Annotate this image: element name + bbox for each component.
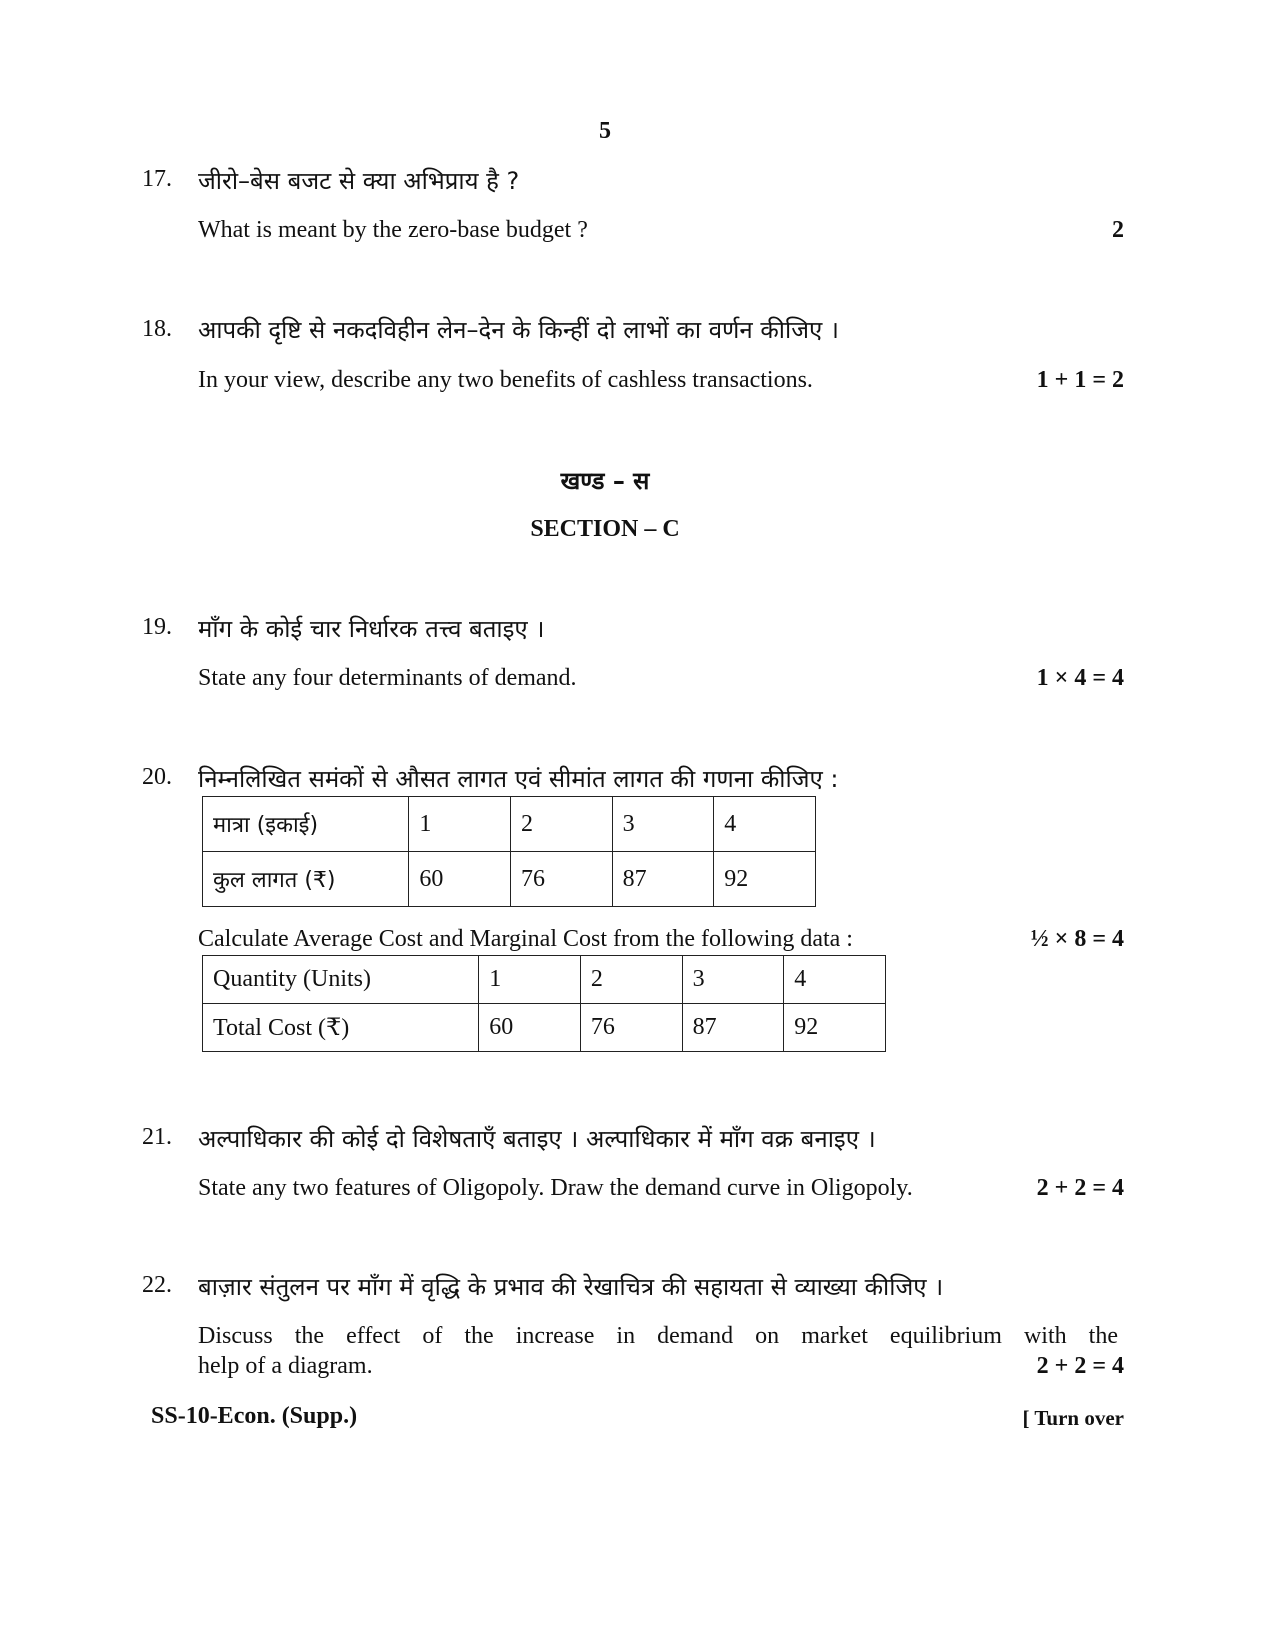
question-17-marks: 2 bbox=[1112, 217, 1124, 243]
question-20-number: 20. bbox=[142, 764, 172, 790]
question-17-english: What is meant by the zero-base budget ? bbox=[198, 217, 588, 243]
table-cell: 4 bbox=[714, 797, 816, 852]
question-22-number: 22. bbox=[142, 1272, 172, 1298]
table-cell: 92 bbox=[784, 1004, 886, 1052]
table-cell: Total Cost (₹) bbox=[203, 1004, 479, 1052]
question-21-marks: 2 + 2 = 4 bbox=[1036, 1175, 1124, 1201]
table-cell: 76 bbox=[580, 1004, 682, 1052]
table-cell: मात्रा (इकाई) bbox=[203, 797, 409, 852]
table-row bbox=[203, 1004, 886, 1052]
question-22-english-line2: help of a diagram. bbox=[198, 1353, 373, 1379]
cost-table-hindi bbox=[202, 796, 816, 907]
table-cell: 2 bbox=[510, 797, 612, 852]
turn-over-note: [ Turn over bbox=[1022, 1406, 1124, 1430]
table-cell: 4 bbox=[784, 956, 886, 1004]
question-21-english: State any two features of Oligopoly. Draw the demand curve in Oligopoly. bbox=[198, 1175, 913, 1201]
paper-code: SS-10-Econ. (Supp.) bbox=[151, 1403, 358, 1429]
section-title-hindi: खण्ड – स bbox=[560, 467, 650, 495]
table-cell: 1 bbox=[409, 797, 511, 852]
table-cell: 60 bbox=[479, 1004, 581, 1052]
question-19-hindi: माँग के कोई चार निर्धारक तत्त्व बताइए । bbox=[198, 615, 545, 643]
question-21-number: 21. bbox=[142, 1124, 172, 1150]
question-20-english: Calculate Average Cost and Marginal Cost from the following data : bbox=[198, 926, 853, 952]
question-18-marks: 1 + 1 = 2 bbox=[1036, 367, 1124, 393]
question-17-hindi: जीरो–बेस बजट से क्या अभिप्राय है ? bbox=[198, 167, 520, 195]
question-19-marks: 1 × 4 = 4 bbox=[1036, 665, 1124, 691]
question-18-english: In your view, describe any two benefits of cashless transactions. bbox=[198, 367, 813, 393]
table-cell: 3 bbox=[682, 956, 784, 1004]
table-cell: 76 bbox=[510, 852, 612, 907]
cost-table-english bbox=[202, 955, 886, 1052]
table-cell: 87 bbox=[682, 1004, 784, 1052]
question-20-marks: ½ × 8 = 4 bbox=[1030, 926, 1124, 952]
question-19-english: State any four determinants of demand. bbox=[198, 665, 577, 691]
table-cell: 1 bbox=[479, 956, 581, 1004]
table-cell: Quantity (Units) bbox=[203, 956, 479, 1004]
table-row bbox=[203, 956, 886, 1004]
question-19-number: 19. bbox=[142, 614, 172, 640]
question-17-number: 17. bbox=[142, 166, 172, 192]
page-number: 5 bbox=[599, 118, 611, 144]
question-18-number: 18. bbox=[142, 316, 172, 342]
table-cell: 60 bbox=[409, 852, 511, 907]
table-cell: 3 bbox=[612, 797, 714, 852]
question-21-hindi: अल्पाधिकार की कोई दो विशेषताएँ बताइए । अल्पाधिकार में माँग वक्र बनाइए । bbox=[198, 1125, 876, 1153]
table-cell: 87 bbox=[612, 852, 714, 907]
table-cell: 2 bbox=[580, 956, 682, 1004]
question-20-hindi: निम्नलिखित समंकों से औसत लागत एवं सीमांत लागत की गणना कीजिए : bbox=[198, 765, 839, 793]
table-cell: कुल लागत (₹) bbox=[203, 852, 409, 907]
question-18-hindi: आपकी दृष्टि से नकदविहीन लेन–देन के किन्हीं दो लाभों का वर्णन कीजिए । bbox=[198, 316, 840, 344]
table-row bbox=[203, 852, 816, 907]
section-title-english: SECTION – C bbox=[530, 516, 680, 542]
table-cell: 92 bbox=[714, 852, 816, 907]
question-22-english-line1: Discuss the effect of the increase in demand on market equilibrium with the bbox=[198, 1323, 1118, 1349]
question-22-marks: 2 + 2 = 4 bbox=[1036, 1353, 1124, 1379]
table-row bbox=[203, 797, 816, 852]
question-22-hindi: बाज़ार संतुलन पर माँग में वृद्धि के प्रभाव की रेखाचित्र की सहायता से व्याख्या कीजिए । bbox=[198, 1273, 944, 1301]
